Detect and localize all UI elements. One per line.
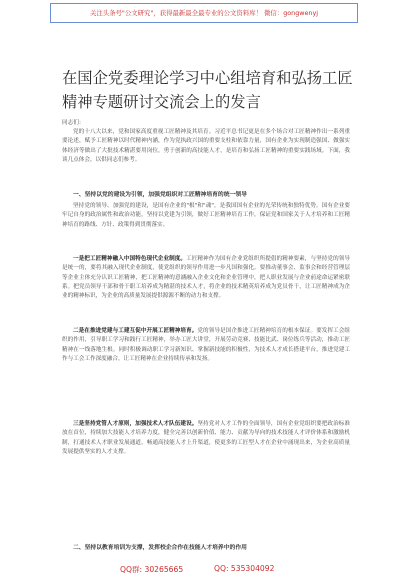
document-title: 在国企党委理论学习中心组培育和弘扬工匠精神专题研讨交流会上的发言 — [62, 69, 353, 111]
contact-footer — [0, 560, 408, 580]
point-2-text: 党的领导是国企推进工匠精神培育的根本保证。要发挥工会组织的作用，引导职工学习和践行工匠精神，举办工匠大讲堂，开展劳动竞赛、技能比武、岗位练兵等活动，推动工匠精神在一线落地生根。同时积极调动职工学习新知识、掌握新技能的积极性，为技术人才成长搭建平台，推进党建工作与工会工作深度融合，让工匠精神在企业持续传承和发扬。 — [62, 328, 350, 362]
point-1-text: 工匠精神作为国有企业党组织所提倡的精神要素，与坚持党的领导是统一的，要将其融入现代企业制度，使党组织的领导作用进一步凡国和强化。要推动董事会、监事会和经营管理层等企业主体充分认识工匠精神，把工匠精神的意涵融入企业文化和企业管理中，把人职业发展与企业前途命运紧密联系。把党员领导干部和骨干职工培养成为精湛的技术人才，将企业的技术精英培养成为党员骨干，让工匠精神成为企业的精神标识，为企业的高质量发展提供源源不断的动力和支撑。 — [62, 256, 350, 300]
qq-group-number: QQ群: 30265665 — [120, 565, 184, 574]
section-1-heading: 一、坚持以党的建设为引领，加强党组织对工匠精神培育的统一领导 — [73, 192, 247, 198]
section-1-paragraph-4 — [62, 420, 350, 457]
promo-banner: 关注头条号"公文研究"，获得最新最全最专业的公文资料库！ 微信：gongwenyj — [50, 3, 358, 23]
salutation: 同志们： — [62, 120, 85, 126]
section-2-heading: 二、坚持以教育培训为支撑，发挥校企合作在技能人才培养中的作用 — [73, 545, 247, 551]
point-3-lead: 三是坚持党管人才原则，加强技术人才队伍建设。 — [73, 421, 198, 427]
point-3-text: 坚持党对人才工作的全面领导，国有企业党组织要把政治标准放在首位，持续加大技能人才培养力度，健全完善以创新价值、能力、贡献为导向的技术技能人才评价体系和激励机制，打通技术人才职业发展通道，畅通高技能人才上升渠道，使更多的工匠型人才在企业中涌现出来，为企业高质量发展提供坚实的人才支撑。 — [62, 421, 350, 455]
qq-number: QQ: 535304092 — [214, 564, 275, 573]
point-2-lead: 二是在推进党建与工建互促中开展工匠精神培育。 — [73, 328, 198, 334]
point-1-lead: 一是把工匠精神融入中国特色现代企业制度。 — [73, 256, 187, 262]
section-1-paragraph-3 — [62, 327, 350, 364]
intro-paragraph: 党的十八大以来，党和国家高度重视工匠精神及其培育。习近平总书记更是在多个场合对工匠精神作出一系列重要论述，赋予工匠精神以时代精神内涵，作为党执政兴国的重要支柱和依靠力量，国有企业为实现制造强国、做强实体经济等做出了大批技术精湛要用岗位，勇于创新的高技能人才，是培育和弘扬工匠精神的重要实践场域。下面，我谈几点体会，以供同志们参考。 — [62, 129, 350, 163]
section-1-paragraph-2 — [62, 255, 350, 301]
section-1-paragraph-1: 坚持党的领导、加强党的建设，是国有企业的"根"和"魂"，是我国国有企业的光荣传统和独特优势。国有企业要牢记自身的政治属性和政治功能，坚持以党建为引领，做好工匠精神培育工作，保证党和国家关于人才培养和工匠精神培育的路线、方针、政策得到贯彻落实。 — [62, 203, 350, 228]
